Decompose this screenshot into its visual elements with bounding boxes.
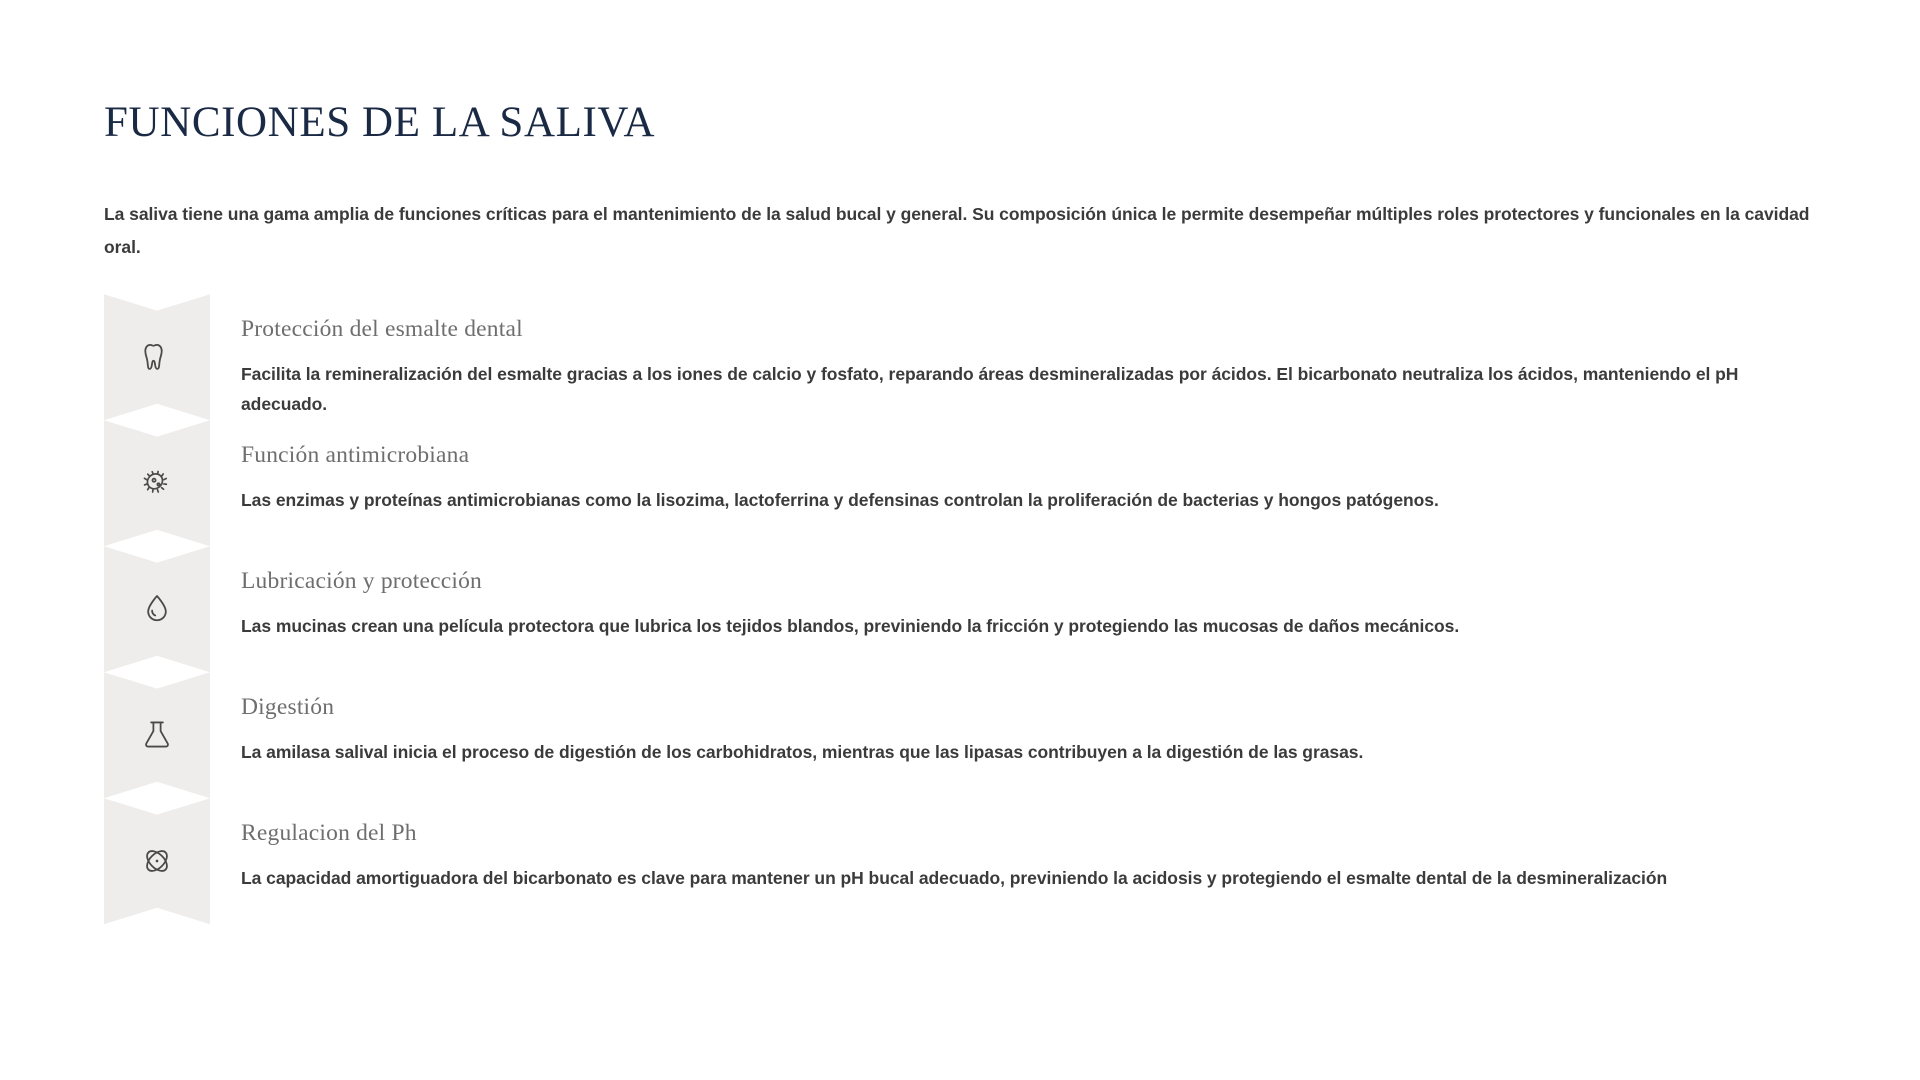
function-badge — [104, 798, 210, 924]
atom-icon — [140, 844, 174, 878]
function-description: La amilasa salival inicia el proceso de digestión de los carbohidratos, mientras que las lipasas contribuyen a la digestión de las grasas. — [241, 742, 1364, 763]
intro-paragraph: La saliva tiene una gama amplia de funciones críticas para el mantenimiento de la salud bucal y general. Su composición única le permite desempeñar múltiples roles protectores y funcionales en la cavidad oral. — [104, 204, 1810, 257]
flask-icon — [140, 718, 174, 752]
function-text — [210, 420, 1816, 546]
function-badge — [104, 420, 210, 546]
function-text — [210, 294, 1816, 420]
list-item — [104, 420, 1816, 546]
function-title: Regulacion del Ph — [241, 820, 417, 847]
list-item — [104, 294, 1816, 420]
list-item — [104, 798, 1816, 924]
function-title: Protección del esmalte dental — [241, 316, 523, 343]
water-droplet-icon — [140, 592, 174, 626]
function-description: La capacidad amortiguadora del bicarbonato es clave para mantener un pH bucal adecuado, previniendo la acidosis y protegiendo el esmalte dental de la desmineralización — [241, 868, 1668, 889]
function-badge — [104, 546, 210, 672]
bacteria-icon — [140, 466, 174, 500]
functions-list — [104, 263, 1816, 924]
function-text — [210, 546, 1816, 672]
list-item — [104, 672, 1816, 798]
function-description: Las enzimas y proteínas antimicrobianas como la lisozima, lactoferrina y defensinas controlan la proliferación de bacterias y hongos patógenos. — [241, 490, 1439, 511]
function-description: Facilita la remineralización del esmalte gracias a los iones de calcio y fosfato, reparando áreas desmineralizadas por ácidos. El bicarbonato neutraliza los ácidos, manteniendo el pH adecuado. — [241, 364, 1739, 415]
function-badge — [104, 294, 210, 420]
function-badge — [104, 672, 210, 798]
page-title: FUNCIONES DE LA SALIVA — [104, 99, 656, 146]
tooth-icon — [140, 340, 174, 374]
function-title: Función antimicrobiana — [241, 442, 470, 469]
function-description: Las mucinas crean una película protectora que lubrica los tejidos blandos, previniendo la fricción y protegiendo las mucosas de daños mecánicos. — [241, 616, 1460, 637]
function-title: Digestión — [241, 694, 335, 721]
function-title: Lubricación y protección — [241, 568, 483, 595]
list-item — [104, 546, 1816, 672]
function-text — [210, 672, 1816, 798]
function-text — [210, 798, 1816, 924]
